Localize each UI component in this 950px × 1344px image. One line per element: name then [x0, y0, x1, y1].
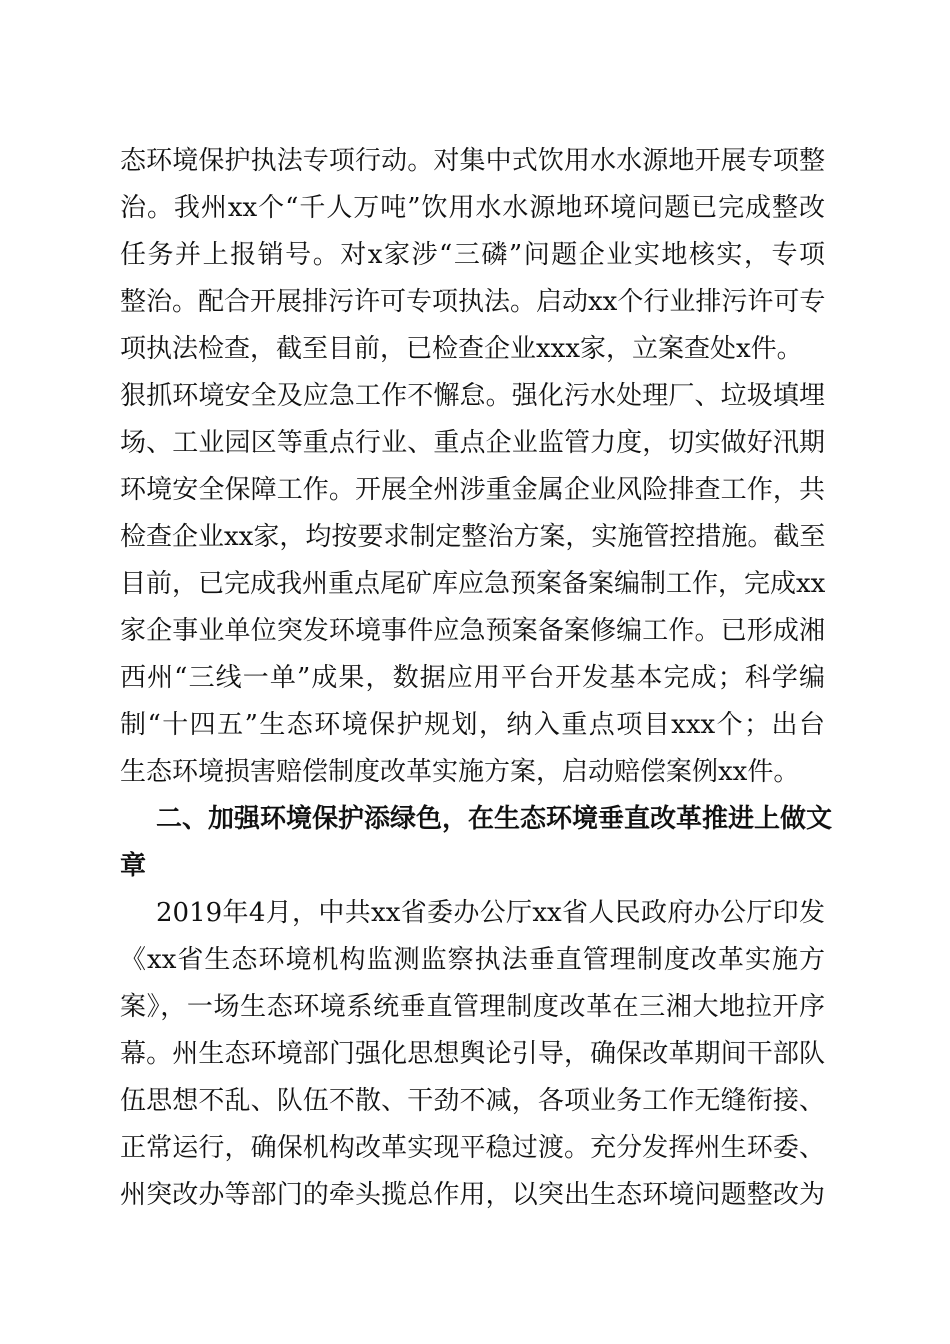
body-line: 2019年4月，中共xx省委办公厅xx省人民政府办公厅印发 — [156, 898, 825, 928]
body-line: 幕。州生态环境部门强化思想舆论引导，确保改革期间干部队 — [120, 1039, 825, 1069]
body-line: 场、工业园区等重点行业、重点企业监管力度，切实做好汛期 — [120, 428, 825, 458]
body-line: 治。我州xx个“千人万吨”饮用水水源地环境问题已完成整改 — [120, 193, 825, 223]
body-line: 态环境保护执法专项行动。对集中式饮用水水源地开展专项整 — [120, 146, 825, 176]
body-line: 《xx省生态环境机构监测监察执法垂直管理制度改革实施方 — [120, 945, 825, 975]
body-line: 正常运行，确保机构改革实现平稳过渡。充分发挥州生环委、 — [120, 1133, 825, 1163]
body-line: 制“十四五”生态环境保护规划，纳入重点项目xxx个；出台 — [120, 710, 825, 740]
body-line: 生态环境损害赔偿制度改革实施方案，启动赔偿案例xx件。 — [120, 757, 800, 787]
section-heading: 章 — [120, 851, 147, 881]
body-line: 西州“三线一单”成果，数据应用平台开发基本完成；科学编 — [120, 663, 825, 693]
body-line: 环境安全保障工作。开展全州涉重金属企业风险排查工作，共 — [120, 475, 825, 505]
section-heading: 二、加强环境保护添绿色，在生态环境垂直改革推进上做文 — [156, 804, 833, 834]
body-line: 任务并上报销号。对x家涉“三磷”问题企业实地核实，专项 — [120, 240, 825, 270]
body-line: 案》，一场生态环境系统垂直管理制度改革在三湘大地拉开序 — [120, 992, 825, 1022]
body-line: 家企事业单位突发环境事件应急预案备案修编工作。已形成湘 — [120, 616, 825, 646]
body-line: 伍思想不乱、队伍不散、干劲不减，各项业务工作无缝衔接、 — [120, 1086, 825, 1116]
body-line: 狠抓环境安全及应急工作不懈怠。强化污水处理厂、垃圾填埋 — [120, 381, 825, 411]
body-line: 目前，已完成我州重点尾矿库应急预案备案编制工作，完成xx — [120, 569, 826, 599]
body-line: 州突改办等部门的牵头揽总作用，以突出生态环境问题整改为 — [120, 1180, 825, 1210]
body-line: 整治。配合开展排污许可专项执法。启动xx个行业排污许可专 — [120, 287, 826, 317]
body-line: 项执法检查，截至目前，已检查企业xxx家，立案查处x件。 — [120, 334, 803, 364]
body-line: 检查企业xx家，均按要求制定整治方案，实施管控措施。截至 — [120, 522, 826, 552]
